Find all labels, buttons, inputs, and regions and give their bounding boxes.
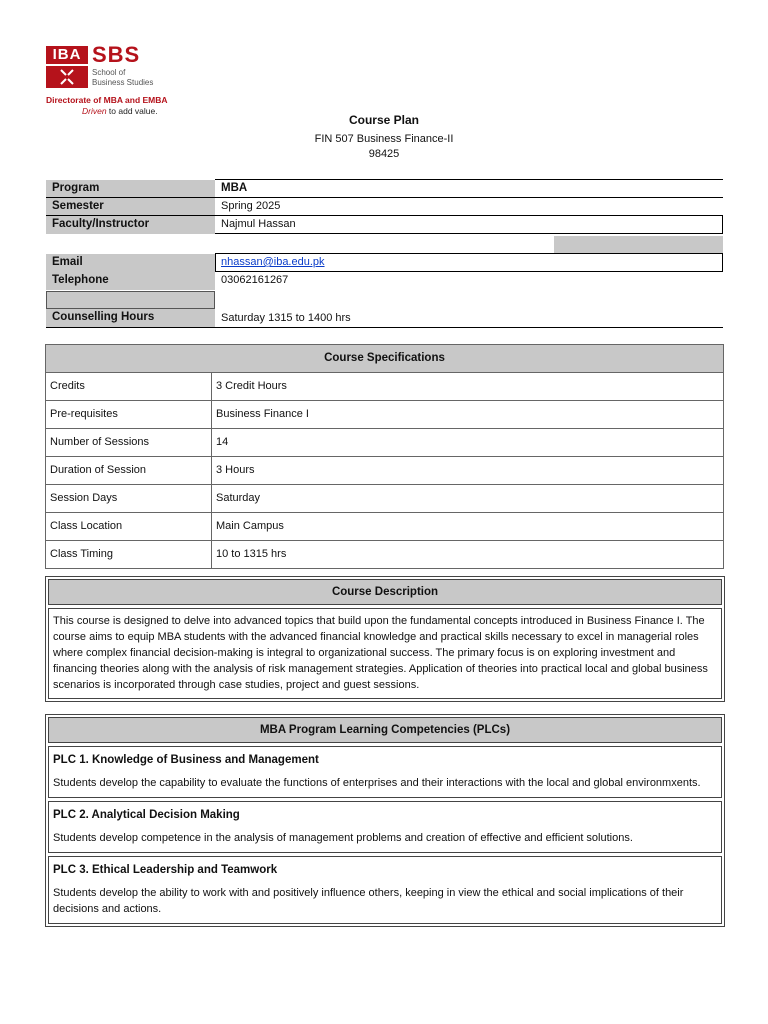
description-text: This course is designed to delve into advanced topics that build upon the fundamental concepts introduced in Business Finance I. The course aims to equip MBA students with the advanced financial knowledge and practical skills necessary to excel in managerial roles where complex financial decision-making is integral to organizational success. The primary focus is on exploring investment and financing theories along with the analysis of risk management strategies. Application of theories into practical local and global business scenarios is incorporated through case studies, project and guest sessions. bbox=[48, 608, 722, 699]
email-value bbox=[215, 254, 723, 272]
table-row bbox=[46, 485, 723, 513]
spec-key: Session Days bbox=[46, 485, 212, 512]
course-description-section bbox=[45, 576, 725, 702]
plc-title: PLC 2. Analytical Decision Making bbox=[53, 809, 240, 821]
semester-label: Semester bbox=[46, 198, 215, 216]
semester-value: Spring 2025 bbox=[221, 200, 281, 212]
spec-key: Duration of Session bbox=[46, 457, 212, 484]
specs-heading: Course Specifications bbox=[46, 345, 723, 373]
table-row bbox=[46, 457, 723, 485]
spec-value: 10 to 1315 hrs bbox=[216, 548, 287, 560]
spec-key: Class Timing bbox=[46, 541, 212, 568]
program-value: MBA bbox=[221, 182, 248, 194]
spec-key: Credits bbox=[46, 373, 212, 400]
counselling-value: Saturday 1315 to 1400 hrs bbox=[221, 312, 351, 324]
logo-school-line2: Business Studies bbox=[92, 78, 154, 87]
spec-value: Saturday bbox=[216, 492, 261, 504]
faculty-label: Faculty/Instructor bbox=[46, 216, 215, 234]
counselling-label: Counselling Hours bbox=[46, 309, 215, 327]
faculty-value: Najmul Hassan bbox=[221, 218, 296, 230]
plc-item bbox=[48, 801, 722, 853]
table-row bbox=[46, 513, 723, 541]
spec-key: Pre-requisites bbox=[46, 401, 212, 428]
table-row bbox=[46, 373, 723, 401]
plc-text: Students develop the capability to evaluate the functions of enterprises and their interactions with the local and global environmxents. bbox=[53, 777, 701, 789]
page-title: Course Plan bbox=[348, 113, 420, 127]
iba-sbs-logo bbox=[46, 44, 166, 116]
email-label: Email bbox=[46, 254, 215, 272]
logo-emblem-icon bbox=[46, 66, 88, 88]
plc-heading: MBA Program Learning Competencies (PLCs) bbox=[48, 717, 722, 743]
plc-text: Students develop competence in the analysis of management problems and creation of effective and efficient solutions. bbox=[53, 832, 633, 844]
table-row bbox=[46, 541, 723, 568]
plc-section bbox=[45, 714, 725, 927]
plc-item bbox=[48, 746, 722, 798]
telephone-label: Telephone bbox=[46, 272, 215, 290]
logo-sbs-text: SBS bbox=[92, 42, 141, 67]
logo-tag-rest: to add value. bbox=[106, 106, 158, 116]
spec-key: Number of Sessions bbox=[46, 429, 212, 456]
spec-value: Business Finance I bbox=[216, 408, 309, 420]
logo-school-line1: School of bbox=[92, 68, 126, 77]
spec-value: 3 Credit Hours bbox=[216, 380, 287, 392]
table-row bbox=[46, 429, 723, 457]
logo-school-text bbox=[92, 68, 162, 88]
course-name: FIN 507 Business Finance-II bbox=[314, 133, 454, 145]
spec-value: 3 Hours bbox=[216, 464, 255, 476]
spec-value: 14 bbox=[216, 436, 229, 448]
blank-label-cell bbox=[46, 291, 215, 309]
spec-value: Main Campus bbox=[216, 520, 284, 532]
plc-text: Students develop the ability to work with and positively influence others, keeping in view the ethical and social implications of their decisions and actions. bbox=[53, 887, 684, 915]
plc-title: PLC 1. Knowledge of Business and Management bbox=[53, 754, 319, 766]
logo-directorate-text: Directorate of MBA and EMBA bbox=[46, 95, 168, 105]
plc-item bbox=[48, 856, 722, 924]
plc-title: PLC 3. Ethical Leadership and Teamwork bbox=[53, 864, 278, 876]
course-code: 98425 bbox=[368, 148, 400, 160]
table-row bbox=[46, 401, 723, 429]
email-link[interactable]: nhassan@iba.edu.pk bbox=[221, 256, 325, 268]
telephone-value: 03062161267 bbox=[221, 274, 289, 286]
spec-key: Class Location bbox=[46, 513, 212, 540]
description-heading: Course Description bbox=[48, 579, 722, 605]
shaded-cell bbox=[554, 236, 723, 253]
logo-iba-text: IBA bbox=[46, 46, 88, 64]
logo-tag-driven: Driven bbox=[82, 106, 107, 116]
course-specifications-table bbox=[45, 344, 724, 569]
program-label: Program bbox=[46, 180, 215, 198]
